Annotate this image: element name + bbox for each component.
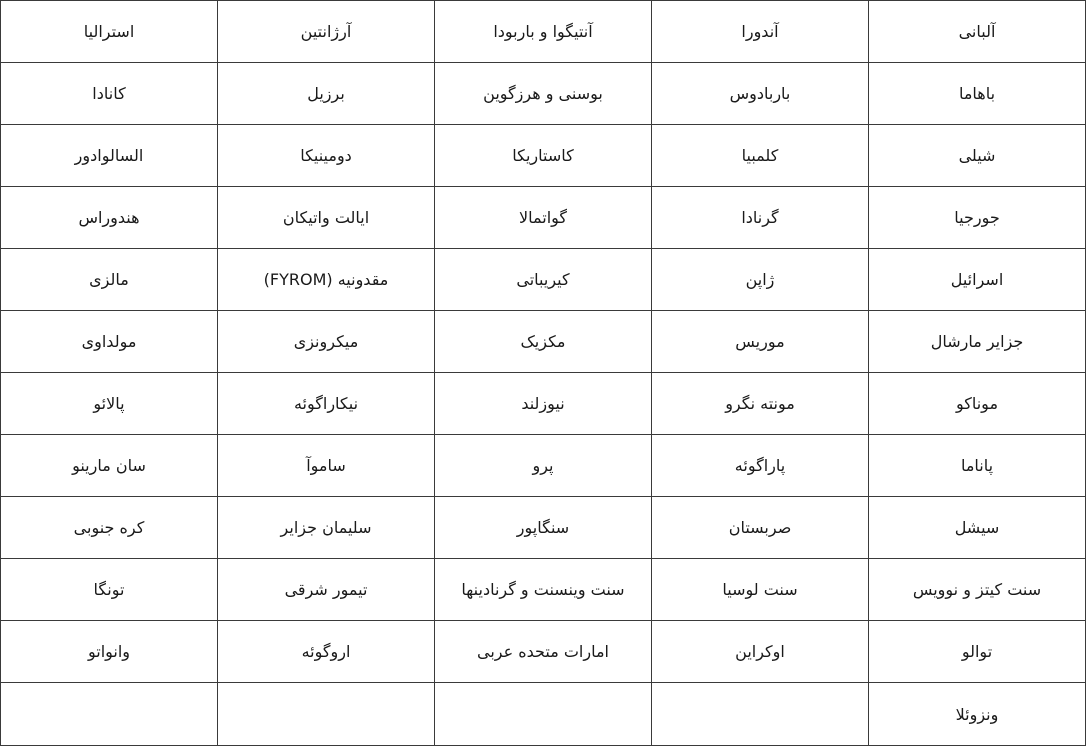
table-cell: کره جنوبی: [1, 497, 218, 559]
table-cell: ساموآ: [218, 435, 435, 497]
table-cell: میکرونزی: [218, 311, 435, 373]
table-cell: سنگاپور: [435, 497, 652, 559]
table-cell: سلیمان جزایر: [218, 497, 435, 559]
table-cell: باهاما: [869, 63, 1086, 125]
table-cell: سنت لوسیا: [652, 559, 869, 621]
table-cell: السالوادور: [1, 125, 218, 187]
table-cell: تیمور شرقی: [218, 559, 435, 621]
table-cell: مقدونیه (FYROM): [218, 249, 435, 311]
table-cell: نیکاراگوئه: [218, 373, 435, 435]
countries-table-body: [1, 1, 1086, 746]
table-cell: پاراگوئه: [652, 435, 869, 497]
table-cell: جزایر مارشال: [869, 311, 1086, 373]
table-cell: صربستان: [652, 497, 869, 559]
table-cell: هندوراس: [1, 187, 218, 249]
table-cell: گرنادا: [652, 187, 869, 249]
table-cell: سنت وینسنت و گرنادینها: [435, 559, 652, 621]
table-cell-empty: [435, 683, 652, 746]
table-cell: کانادا: [1, 63, 218, 125]
table-cell: اوکراین: [652, 621, 869, 683]
table-cell: دومینیکا: [218, 125, 435, 187]
table-cell: آلبانی: [869, 1, 1086, 63]
table-row: [1, 311, 1086, 373]
table-cell: پرو: [435, 435, 652, 497]
table-cell: گواتمالا: [435, 187, 652, 249]
table-cell: آرژانتین: [218, 1, 435, 63]
table-cell: کاستاریکا: [435, 125, 652, 187]
table-cell: مکزیک: [435, 311, 652, 373]
table-row: [1, 125, 1086, 187]
table-row: [1, 435, 1086, 497]
table-cell: مونته نگرو: [652, 373, 869, 435]
table-cell-empty: [1, 683, 218, 746]
table-cell: موریس: [652, 311, 869, 373]
table-cell: آندورا: [652, 1, 869, 63]
table-cell: نیوزلند: [435, 373, 652, 435]
table-row: [1, 497, 1086, 559]
table-cell: مولداوی: [1, 311, 218, 373]
table-cell: آنتیگوا و باربودا: [435, 1, 652, 63]
table-cell: موناکو: [869, 373, 1086, 435]
table-cell: جورجیا: [869, 187, 1086, 249]
table-cell: وانواتو: [1, 621, 218, 683]
table-cell: کلمبیا: [652, 125, 869, 187]
table-cell: اروگوئه: [218, 621, 435, 683]
table-row: [1, 249, 1086, 311]
table-cell: سیشل: [869, 497, 1086, 559]
table-cell: توالو: [869, 621, 1086, 683]
table-row: [1, 683, 1086, 746]
table-cell: ژاپن: [652, 249, 869, 311]
table-cell: شیلی: [869, 125, 1086, 187]
table-row: [1, 373, 1086, 435]
table-row: [1, 1, 1086, 63]
table-row: [1, 621, 1086, 683]
table-cell: ایالت واتیکان: [218, 187, 435, 249]
table-row: [1, 187, 1086, 249]
table-cell: ونزوئلا: [869, 683, 1086, 746]
table-cell: استرالیا: [1, 1, 218, 63]
table-cell: مالزی: [1, 249, 218, 311]
table-cell: سنت کیتز و نوویس: [869, 559, 1086, 621]
table-cell: پاناما: [869, 435, 1086, 497]
table-cell: باربادوس: [652, 63, 869, 125]
table-cell: تونگا: [1, 559, 218, 621]
table-cell-empty: [218, 683, 435, 746]
table-cell: کیریباتی: [435, 249, 652, 311]
table-row: [1, 63, 1086, 125]
table-cell: پالائو: [1, 373, 218, 435]
table-cell: بوسنی و هرزگوین: [435, 63, 652, 125]
table-cell: امارات متحده عربی: [435, 621, 652, 683]
table-cell: اسرائیل: [869, 249, 1086, 311]
table-cell: سان مارینو: [1, 435, 218, 497]
table-row: [1, 559, 1086, 621]
table-cell: برزیل: [218, 63, 435, 125]
table-cell-empty: [652, 683, 869, 746]
